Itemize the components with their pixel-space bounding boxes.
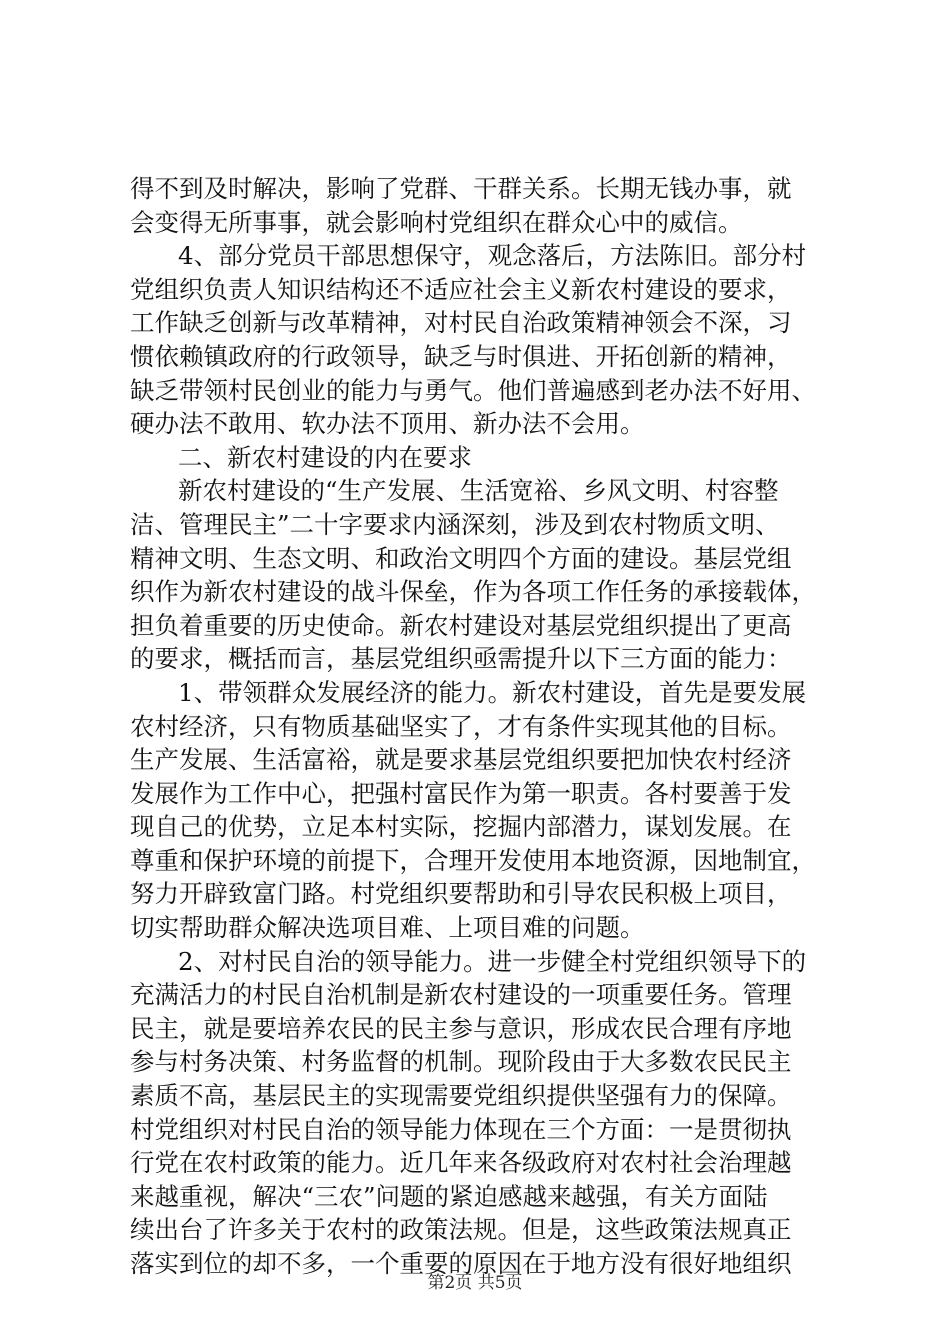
- text-line: 发展作为工作中心，把强村富民作为第一职责。各村要善于发: [130, 778, 792, 808]
- text-line: 生产发展、生活富裕，就是要求基层党组织要把加快农村经济: [130, 745, 792, 775]
- text-line: 来越重视，解决“三农”问题的紧迫感越来越强，有关方面陆: [130, 1181, 768, 1211]
- text-line: 村党组织对村民自治的领导能力体现在三个方面：一是贯彻执: [130, 1114, 792, 1144]
- text-line: 党组织负责人知识结构还不适应社会主义新农村建设的要求，: [130, 274, 792, 304]
- text-line: 续出台了许多关于农村的政策法规。但是，这些政策法规真正: [130, 1215, 792, 1245]
- text-line: 民主，就是要培养农民的民主参与意识，形成农民合理有序地: [130, 1013, 792, 1043]
- text-line: 得不到及时解决，影响了党群、干群关系。长期无钱办事，就: [130, 174, 792, 203]
- text-line: 硬办法不敢用、软办法不顶用、新办法不会用。: [130, 409, 645, 439]
- text-line: 工作缺乏创新与改革精神，对村民自治政策精神领会不深，习: [130, 308, 792, 338]
- text-line: 洁、管理民主”二十字要求内涵深刻，涉及到农村物质文明、: [130, 509, 780, 539]
- text-line: 的要求，概括而言，基层党组织亟需提升以下三方面的能力：: [130, 644, 792, 674]
- paragraph: [130, 945, 830, 1281]
- text-line: 努力开辟致富门路。村党组织要帮助和引导农民积极上项目，: [130, 879, 792, 909]
- text-line: 二、新农村建设的内在要求: [178, 442, 472, 472]
- text-line: 尊重和保护环境的前提下，合理开发使用本地资源，因地制宜，: [130, 845, 816, 875]
- paragraph: [130, 172, 830, 239]
- text-line: 切实帮助群众解决选项目难、上项目难的问题。: [130, 913, 645, 943]
- text-line: 织作为新农村建设的战斗保垒，作为各项工作任务的承接载体，: [130, 577, 816, 607]
- text-line: 4、部分党员干部思想保守，观念落后，方法陈旧。部分村: [178, 241, 807, 271]
- text-line: 落实到位的却不多，一个重要的原因在于地方没有很好地组织: [130, 1249, 792, 1278]
- section-heading: [130, 441, 830, 475]
- text-line: 充满活力的村民自治机制是新农村建设的一项重要任务。管理: [130, 980, 792, 1010]
- page-number-footer: 第2页 共5页: [427, 1273, 523, 1293]
- text-line: 精神文明、生态文明、和政治文明四个方面的建设。基层党组: [130, 543, 792, 573]
- text-line: 行党在农村政策的能力。近几年来各级政府对农村社会治理越: [130, 1148, 792, 1178]
- text-line: 担负着重要的历史使命。新农村建设对基层党组织提出了更高: [130, 610, 792, 640]
- paragraph: [130, 474, 830, 676]
- text-line: 现自己的优势，立足本村实际，挖掘内部潜力，谋划发展。在: [130, 812, 792, 842]
- text-line: 惯依赖镇政府的行政领导，缺乏与时俱进、开拓创新的精神，: [130, 341, 792, 371]
- text-line: 会变得无所事事，就会影响村党组织在群众心中的威信。: [130, 207, 743, 237]
- text-line: 2、对村民自治的领导能力。进一步健全村党组织领导下的: [178, 946, 807, 976]
- text-line: 农村经济，只有物质基础坚实了，才有条件实现其他的目标。: [130, 711, 792, 741]
- text-line: 缺乏带领村民创业的能力与勇气。他们普遍感到老办法不好用、: [130, 375, 816, 405]
- text-line: 新农村建设的“生产发展、生活宽裕、乡风文明、村容整: [178, 476, 779, 506]
- text-line: 素质不高，基层民主的实现需要党组织提供坚强有力的保障。: [130, 1081, 792, 1111]
- document-body: [130, 172, 830, 1281]
- paragraph: [130, 239, 830, 441]
- paragraph: [130, 676, 830, 945]
- text-line: 1、带领群众发展经济的能力。新农村建设，首先是要发展: [178, 677, 807, 707]
- text-line: 参与村务决策、村务监督的机制。现阶段由于大多数农民民主: [130, 1047, 792, 1077]
